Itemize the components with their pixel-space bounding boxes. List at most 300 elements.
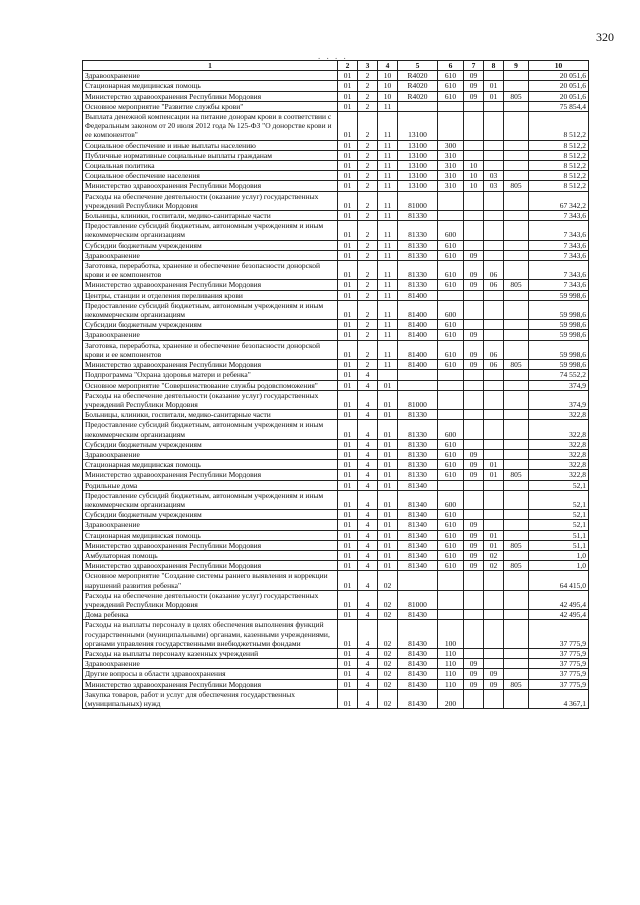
row-code-cell: 610 [438,540,464,550]
row-code-cell: 01 [378,510,398,520]
row-name-cell: Субсидии бюджетным учреждениям [83,439,338,449]
row-code-cell: 310 [438,161,464,171]
row-code-cell [484,520,504,530]
row-code-cell [438,480,464,490]
row-code-cell: 81430 [398,610,438,620]
row-code-cell: 200 [438,689,464,708]
row-code-cell [504,520,529,530]
row-code-cell: 09 [464,679,484,689]
row-code-cell: 2 [358,161,378,171]
row-code-cell: 4 [358,590,378,609]
row-code-cell: 2 [358,261,378,280]
row-amount-cell: 64 415,0 [529,571,589,590]
row-code-cell: 310 [438,171,464,181]
row-code-cell: 09 [464,520,484,530]
table-row [83,550,589,560]
row-code-cell: 110 [438,659,464,669]
row-code-cell: 01 [378,530,398,540]
row-name-cell: Здравоохранение [83,250,338,260]
row-code-cell: 2 [358,290,378,300]
row-code-cell [398,380,438,390]
row-amount-cell: 59 998,6 [529,320,589,330]
row-code-cell: R4020 [398,91,438,101]
row-name-cell: Субсидии бюджетным учреждениям [83,320,338,330]
row-name-cell: Предоставление субсидий бюджетным, автономным учреждениям и иным некоммерческим организациям [83,490,338,509]
row-code-cell: 4 [358,571,378,590]
row-code-cell [438,101,464,111]
row-code-cell [464,300,484,319]
row-code-cell: 610 [438,320,464,330]
row-code-cell [484,221,504,240]
row-code-cell: R4020 [398,81,438,91]
row-code-cell: 02 [378,659,398,669]
row-code-cell [484,689,504,708]
table-row [83,211,589,221]
row-code-cell: 01 [378,439,398,449]
row-code-cell: 01 [338,261,358,280]
table-row [83,240,589,250]
row-code-cell: 2 [358,71,378,81]
row-code-cell: 01 [338,561,358,571]
row-code-cell: 81330 [398,280,438,290]
row-code-cell: 81430 [398,679,438,689]
row-code-cell: 2 [358,280,378,290]
row-amount-cell: 7 343,6 [529,211,589,221]
row-code-cell: 01 [338,449,358,459]
row-code-cell: 110 [438,669,464,679]
row-code-cell: 610 [438,280,464,290]
table-row [83,320,589,330]
row-code-cell: 81330 [398,449,438,459]
row-code-cell [464,380,484,390]
row-code-cell [484,659,504,669]
row-code-cell [464,610,484,620]
row-code-cell: 610 [438,71,464,81]
row-code-cell [464,620,484,649]
row-code-cell [504,510,529,520]
table-row [83,330,589,340]
row-code-cell: 81000 [398,590,438,609]
table-row [83,439,589,449]
row-code-cell: 81340 [398,550,438,560]
row-code-cell: 81330 [398,470,438,480]
row-name-cell: Министерство здравоохранения Республики Мордовия [83,181,338,191]
row-code-cell [464,439,484,449]
row-name-cell: Публичные нормативные социальные выплаты гражданам [83,150,338,160]
table-row [83,460,589,470]
row-name-cell: Выплата денежной компенсации на питание донорам крови в соответствии с Федеральным законом от 20 июля 2012 года № 125-ФЗ "О донорстве крови и ее компонентов" [83,112,338,141]
row-code-cell: 610 [438,520,464,530]
row-amount-cell: 37 775,9 [529,648,589,658]
row-code-cell: 01 [338,250,358,260]
row-amount-cell: 322,8 [529,410,589,420]
row-code-cell [504,261,529,280]
row-code-cell: 600 [438,420,464,439]
table-row [83,91,589,101]
row-code-cell: 81340 [398,480,438,490]
row-code-cell: 01 [378,480,398,490]
row-code-cell: 11 [378,330,398,340]
row-code-cell: 01 [338,320,358,330]
row-name-cell: Здравоохранение [83,449,338,459]
row-code-cell: 4 [358,420,378,439]
row-code-cell: 2 [358,360,378,370]
row-code-cell [484,610,504,620]
row-code-cell: 4 [358,370,378,380]
row-code-cell: 01 [338,330,358,340]
row-code-cell: 01 [338,571,358,590]
row-code-cell: 10 [464,171,484,181]
row-amount-cell: 322,8 [529,460,589,470]
row-name-cell: Родильные дома [83,480,338,490]
row-name-cell: Больницы, клиники, госпитали, медико-санитарные части [83,410,338,420]
row-code-cell [504,449,529,459]
row-code-cell: 01 [338,280,358,290]
table-row [83,140,589,150]
row-amount-cell: 322,8 [529,439,589,449]
row-code-cell: 03 [484,181,504,191]
row-code-cell: 01 [378,540,398,550]
row-code-cell [464,370,484,380]
row-code-cell: 610 [438,460,464,470]
table-row [83,150,589,160]
table-row [83,659,589,669]
row-code-cell [464,571,484,590]
row-code-cell: 06 [484,280,504,290]
row-code-cell [504,320,529,330]
row-code-cell: 2 [358,191,378,210]
row-code-cell: 2 [358,340,378,359]
row-code-cell: 11 [378,150,398,160]
row-name-cell: Другие вопросы в области здравоохранения [83,669,338,679]
row-code-cell: 81400 [398,290,438,300]
row-code-cell: 100 [438,620,464,649]
row-name-cell: Стационарная медицинская помощь [83,81,338,91]
row-code-cell [484,490,504,509]
row-code-cell [504,571,529,590]
row-code-cell: 610 [438,439,464,449]
row-code-cell: 2 [358,81,378,91]
row-code-cell: 81330 [398,250,438,260]
row-amount-cell: 1,0 [529,561,589,571]
row-code-cell [504,620,529,649]
row-code-cell [484,191,504,210]
row-code-cell: 10 [464,161,484,171]
row-code-cell: 81430 [398,689,438,708]
row-code-cell [504,550,529,560]
row-code-cell: 01 [338,221,358,240]
row-code-cell: 01 [338,610,358,620]
row-code-cell: 09 [464,340,484,359]
row-name-cell: Предоставление субсидий бюджетным, автономным учреждениям и иным некоммерческим организациям [83,221,338,240]
row-code-cell [484,300,504,319]
row-name-cell: Министерство здравоохранения Республики Мордовия [83,360,338,370]
row-code-cell: 805 [504,360,529,370]
row-code-cell: 2 [358,140,378,150]
row-code-cell [438,112,464,141]
table-row [83,191,589,210]
row-amount-cell: 7 343,6 [529,240,589,250]
row-name-cell: Социальное обеспечение населения [83,171,338,181]
row-code-cell: 01 [378,420,398,439]
row-code-cell: 2 [358,221,378,240]
table-row [83,669,589,679]
row-code-cell: 01 [378,470,398,480]
row-code-cell: 01 [338,590,358,609]
row-code-cell [504,161,529,171]
row-code-cell: 01 [378,410,398,420]
table-row [83,101,589,111]
row-code-cell: 01 [338,340,358,359]
row-code-cell: 81430 [398,659,438,669]
row-code-cell: 01 [338,420,358,439]
row-code-cell: 01 [338,101,358,111]
row-name-cell: Социальная политика [83,161,338,171]
row-code-cell: 01 [338,140,358,150]
row-code-cell [464,648,484,658]
row-code-cell: 4 [358,530,378,540]
column-header: 2 [338,61,358,71]
row-code-cell: 01 [338,171,358,181]
row-code-cell: 4 [358,470,378,480]
row-code-cell [504,71,529,81]
row-code-cell: 01 [338,211,358,221]
row-code-cell [464,290,484,300]
row-name-cell: Здравоохранение [83,659,338,669]
row-code-cell: 81330 [398,420,438,439]
row-code-cell [504,439,529,449]
table-row [83,221,589,240]
row-code-cell [504,300,529,319]
row-code-cell [504,380,529,390]
row-code-cell: 01 [378,520,398,530]
row-code-cell: 81400 [398,340,438,359]
row-code-cell: 4 [358,550,378,560]
row-code-cell: 01 [338,150,358,160]
row-code-cell: 11 [378,320,398,330]
row-code-cell: 610 [438,360,464,370]
row-code-cell: 10 [378,91,398,101]
row-code-cell: 4 [358,540,378,550]
row-code-cell: 110 [438,648,464,658]
row-code-cell [484,330,504,340]
row-code-cell [484,370,504,380]
row-code-cell: 81330 [398,211,438,221]
row-code-cell [438,610,464,620]
table-row [83,300,589,319]
row-code-cell: 805 [504,561,529,571]
row-code-cell: 01 [484,460,504,470]
row-code-cell: 11 [378,161,398,171]
row-code-cell: 01 [378,561,398,571]
row-code-cell: 09 [464,470,484,480]
table-body [83,71,589,709]
row-code-cell [484,211,504,221]
column-header: 6 [438,61,464,71]
row-code-cell [504,390,529,409]
row-code-cell: 2 [358,250,378,260]
row-amount-cell: 322,8 [529,449,589,459]
row-code-cell: 01 [338,370,358,380]
table-row [83,590,589,609]
row-code-cell: 2 [358,300,378,319]
row-code-cell: 4 [358,460,378,470]
row-amount-cell: 51,1 [529,530,589,540]
row-code-cell: 11 [378,181,398,191]
row-code-cell [398,370,438,380]
row-amount-cell: 52,1 [529,520,589,530]
table-row [83,171,589,181]
table-row [83,449,589,459]
row-code-cell: 01 [338,550,358,560]
row-code-cell: 4 [358,561,378,571]
row-code-cell [484,480,504,490]
row-code-cell: 4 [358,659,378,669]
row-code-cell: 09 [464,659,484,669]
row-code-cell: 81330 [398,460,438,470]
row-code-cell: 01 [338,679,358,689]
row-code-cell [464,410,484,420]
row-amount-cell: 7 343,6 [529,280,589,290]
row-code-cell [504,610,529,620]
row-amount-cell: 8 512,2 [529,150,589,160]
row-code-cell: 4 [358,410,378,420]
table-row [83,420,589,439]
table-row [83,280,589,290]
row-code-cell: 81400 [398,330,438,340]
row-code-cell [484,161,504,171]
row-code-cell: 4 [358,490,378,509]
row-code-cell [504,659,529,669]
row-code-cell [398,101,438,111]
row-code-cell [504,191,529,210]
row-code-cell [438,211,464,221]
row-amount-cell: 4 367,1 [529,689,589,708]
row-code-cell: 02 [378,679,398,689]
row-code-cell [504,648,529,658]
table-row [83,648,589,658]
row-code-cell [484,71,504,81]
row-code-cell: 01 [484,470,504,480]
row-code-cell: 4 [358,390,378,409]
table-row [83,410,589,420]
row-code-cell [464,112,484,141]
row-code-cell: 02 [378,620,398,649]
row-code-cell: 610 [438,449,464,459]
row-amount-cell: 7 343,6 [529,261,589,280]
row-code-cell [504,669,529,679]
row-code-cell: 01 [378,449,398,459]
row-code-cell: 81330 [398,240,438,250]
table-row [83,370,589,380]
row-code-cell: 2 [358,171,378,181]
row-code-cell: 09 [464,81,484,91]
row-code-cell: 01 [338,480,358,490]
row-code-cell: 09 [464,280,484,290]
row-code-cell: 81340 [398,490,438,509]
row-code-cell [484,380,504,390]
row-code-cell: 2 [358,330,378,340]
row-code-cell: 01 [484,91,504,101]
table-row [83,679,589,689]
row-code-cell: 81000 [398,390,438,409]
row-code-cell: 610 [438,330,464,340]
column-header: 9 [504,61,529,71]
row-code-cell: 02 [378,571,398,590]
row-code-cell: 4 [358,669,378,679]
row-code-cell [484,320,504,330]
row-amount-cell: 51,1 [529,540,589,550]
row-code-cell: 610 [438,561,464,571]
row-code-cell [464,320,484,330]
row-code-cell: 01 [338,300,358,319]
row-code-cell: 11 [378,101,398,111]
row-name-cell: Расходы на выплаты персоналу казенных учреждений [83,648,338,658]
row-code-cell: 09 [464,460,484,470]
row-code-cell: 11 [378,171,398,181]
row-code-cell: 81430 [398,669,438,679]
table-row [83,561,589,571]
row-code-cell [504,460,529,470]
row-code-cell: 610 [438,550,464,560]
row-code-cell [504,689,529,708]
row-code-cell: 01 [338,689,358,708]
row-code-cell [504,590,529,609]
table-row [83,261,589,280]
row-code-cell [484,420,504,439]
column-header: 5 [398,61,438,71]
column-header: 10 [529,61,589,71]
row-amount-cell: 1,0 [529,550,589,560]
row-code-cell [378,370,398,380]
row-code-cell [504,171,529,181]
row-code-cell: 06 [484,261,504,280]
row-name-cell: Министерство здравоохранения Республики Мордовия [83,91,338,101]
scan-mark: . . . . [318,51,348,61]
row-name-cell: Министерство здравоохранения Республики Мордовия [83,679,338,689]
table-row [83,480,589,490]
table-header-row [83,61,589,71]
row-code-cell [464,240,484,250]
row-code-cell: 01 [338,112,358,141]
row-amount-cell: 8 512,2 [529,181,589,191]
row-code-cell: 06 [484,340,504,359]
row-code-cell [464,510,484,520]
row-code-cell: 11 [378,140,398,150]
table-row [83,380,589,390]
row-code-cell: 01 [338,161,358,171]
row-code-cell: 06 [484,360,504,370]
row-amount-cell: 37 775,9 [529,620,589,649]
row-code-cell [464,211,484,221]
table-row [83,520,589,530]
row-name-cell: Расходы на обеспечение деятельности (оказание услуг) государственных учреждений Республики Мордовия [83,390,338,409]
row-code-cell: 09 [464,330,484,340]
row-code-cell: 01 [338,290,358,300]
row-code-cell: 10 [378,81,398,91]
row-code-cell: 610 [438,470,464,480]
row-code-cell: 11 [378,280,398,290]
row-code-cell [504,490,529,509]
table-row [83,390,589,409]
row-code-cell: 2 [358,101,378,111]
row-amount-cell: 322,8 [529,420,589,439]
row-code-cell [438,410,464,420]
row-code-cell: 4 [358,520,378,530]
row-code-cell: 01 [338,520,358,530]
row-code-cell: 09 [464,360,484,370]
row-name-cell: Закупка товаров, работ и услуг для обеспечения государственных (муниципальных) нужд [83,689,338,708]
